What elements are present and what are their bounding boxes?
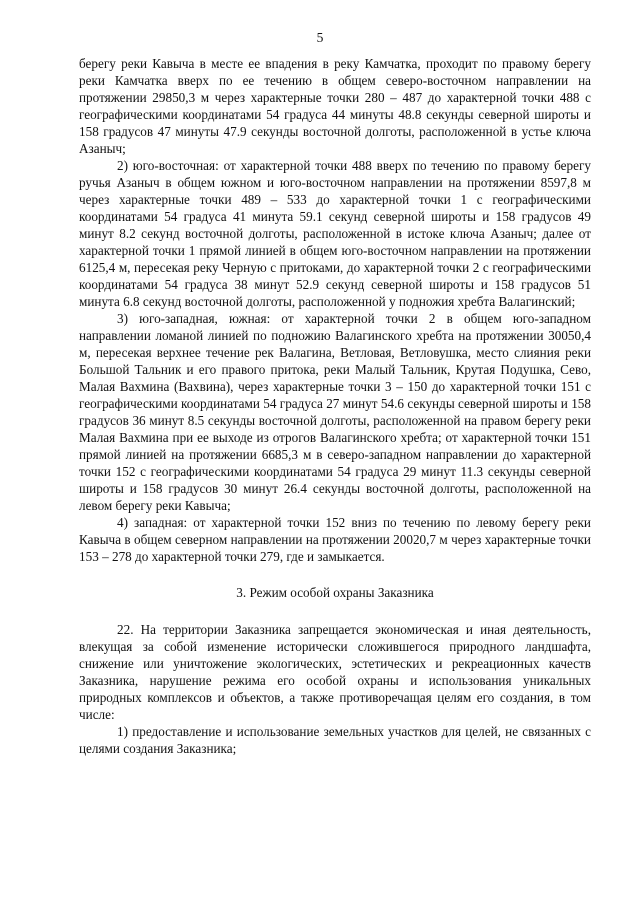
paragraph-clause-22-item-1: 1) предоставление и использование земельных участков для целей, не связанных с целями создания Заказника;: [79, 724, 591, 756]
paragraph-southwest-boundary: 3) юго-западная, южная: от характерной точки 2 в общем юго-западном направлении ломаной линией по подножию Валагинского хребта на протяжении 30050,4 м, пересекая верхнее течение рек Валагина, Ветловая, Ветловушка, место слияния реки Большой Тальник и его правого притока, реки Малый Тальник, Крутая Подушка, Сево, Малая Вахмина (Вахвина), через характерные точки 3 – 150 до характерной точки 151 с географическими координатами 54 градуса 27 минут 54.6 секунды северной широты и 158 градусов 36 минут 8.5 секунды восточной долготы, расположенной на правом берегу реки Малая Вахмина при ее выходе из отрогов Валагинского хребта; от характерной точки 151 прямой линией на протяжении 6685,3 м в северо-западном направлении до характерной точки 152 с географическими координатами 54 градуса 29 минут 11.3 секунды северной широты и 158 градусов 30 минут 26.4 секунды восточной долготы, расположенной на левом берегу реки Кавыча;: [79, 311, 591, 513]
section-heading: 3. Режим особой охраны Заказника: [236, 585, 434, 600]
paragraph-west-boundary: 4) западная: от характерной точки 152 вниз по течению по левому берегу реки Кавыча в общем северном направлении на протяжении 20020,7 м через характерные точки 153 – 278 до характерной точки 279, где и замыкается.: [79, 515, 591, 564]
page-number: 5: [316, 30, 324, 45]
document-body: [79, 55, 591, 757]
paragraph-boundary-continuation: берегу реки Кавыча в месте ее впадения в реку Камчатка, проходит по правому берегу реки Камчатка вверх по ее течению в общем северо-восточном направлении на протяжении 29850,3 м через характерные точки 280 – 487 до характерной точки 488 с географическими координатами 54 градуса 44 минуты 48.8 секунды северной широты и 158 градусов 47 минуты 47.9 секунды восточной долготы, расположенной в устье ключа Азаныч;: [79, 56, 591, 156]
paragraph-southeast-boundary: 2) юго-восточная: от характерной точки 488 вверх по течению по правому берегу ручья Азаныч в общем южном и юго-восточном направлении на протяжении 8597,8 м через характерные точки 489 – 533 до характерной точки 1 с географическими координатами 54 градуса 41 минута 59.1 секунд северной широты и 158 градусов 49 минут 8.2 секунд восточной долготы, расположенной в истоке ключа Азаныч; далее от характерной точки 1 прямой линией в общем юго-восточном направлении на протяжении 6125,4 м, пересекая реку Черную с притоками, до характерной точки 2 с географическими координатами 54 градуса 38 минут 52.9 секунд северной широты и 158 градусов 51 минута 6.8 секунд восточной долготы, расположенной у подножия хребта Валагинский;: [79, 158, 591, 309]
paragraph-clause-22: 22. На территории Заказника запрещается экономическая и иная деятельность, влекущая за собой изменение исторически сложившегося природного ландшафта, снижение или уничтожение экологических, эстетических и рекреационных качеств Заказника, нарушение режима его особой охраны и использования уникальных природных комплексов и объектов, а также противоречащая целям его создания, в том числе:: [79, 622, 591, 722]
